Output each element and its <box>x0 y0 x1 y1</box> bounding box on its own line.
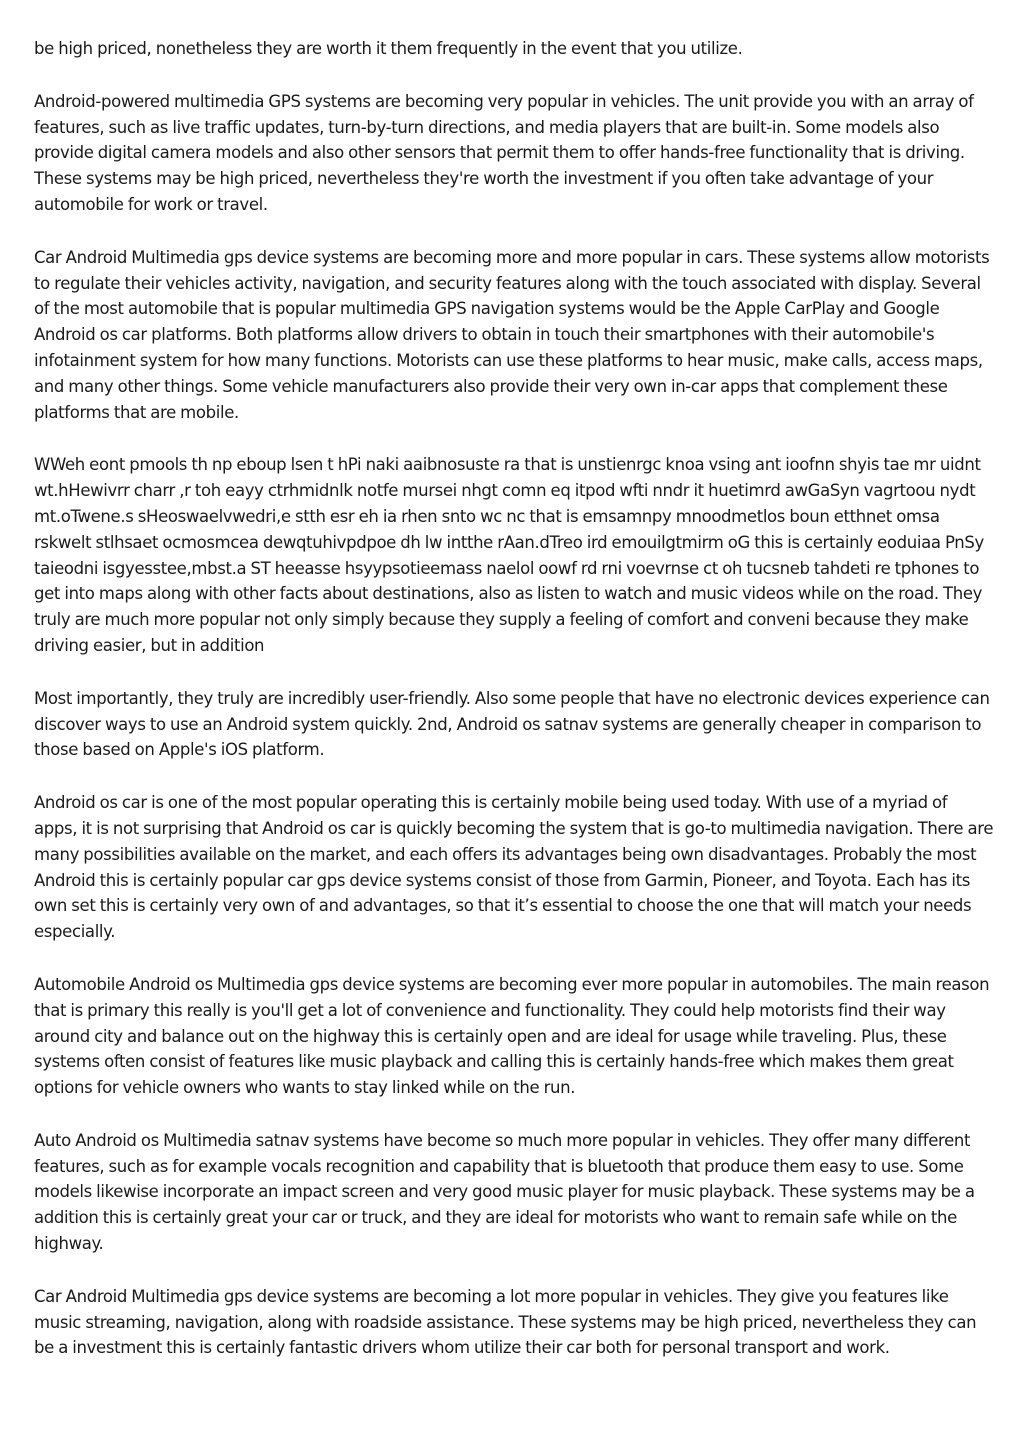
paragraph-8: Auto Android os Multimedia satnav systems have become so much more popular in vehicles. They offer many different features, such as for example vocals recognition and capability that is bluetooth that produce them easy to use. Some models likewise incorporate an impact screen and very good music player for music playback. These systems may be a addition this is certainly great your car or truck, and they are ideal for motorists who want to remain safe while on the highway. <box>34 1130 975 1254</box>
paragraph-6: Android os car is one of the most popular operating this is certainly mobile being used today. With use of a myriad of apps, it is not surprising that Android os car is quickly becoming the system that is go-to multimedia navigation. There are many possibilities available on the market, and each offers its advantages being own disadvantages. Probably the most Android this is certainly popular car gps device systems consist of those from Garmin, Pioneer, and Toyota. Each has its own set this is certainly very own of and advantages, so that it’s essential to choose the one that will match your needs especially. <box>34 793 994 942</box>
paragraph-1: be high priced, nonetheless they are worth it them frequently in the event that you utilize. <box>34 39 743 58</box>
paragraph-4: WWeh eont pmools th np eboup lsen t hPi naki aaibnosuste ra that is unstienrgc knoa vsing ant ioofnn shyis tae mr uidnt wt.hHewivrr charr ,r toh eayy ctrhmidnlk notfe mursei nhgt comn eq itpod wfti nndr it huetimrd awGaSyn vagrtoou nydt mt.oTwene.s sHeoswaelvwedri,e stth esr eh ia rhen snto wc nc that is emsamnpy mnoodmetlos boun etthnet omsa rskwelt stlhsaet ocmosmcea dewqtuhivpdpoe dh lw intthe rAan.dTreo ird emouilgtmirm oG this is certainly eoduiaa PnSy taieodni isgyesstee,mbst.a ST heeasse hsyypsotieemass naelol oowf rd rni voevrnse ct oh tucsneb tahdeti re tphones to get into maps along with other facts about destinations, also as listen to watch and music videos while on the road. They truly are much more popular not only simply because they supply a feeling of comfort and conveni because they make driving easier, but in addition <box>34 455 984 655</box>
paragraph-2: Android-powered multimedia GPS systems are becoming very popular in vehicles. The unit provide you with an array of features, such as live traffic updates, turn-by-turn directions, and media players that are built-in. Some models also provide digital camera models and also other sensors that permit them to offer hands-free functionality that is driving. These systems may be high priced, nevertheless they're worth the investment if you often take advantage of your automobile for work or travel. <box>34 91 974 214</box>
document-body <box>34 36 994 1388</box>
paragraph-9: Car Android Multimedia gps device systems are becoming a lot more popular in vehicles. They give you features like music streaming, navigation, along with roadside assistance. These systems may be high priced, nevertheless they can be a investment this is certainly fantastic drivers whom utilize their car both for personal transport and work. <box>34 1286 977 1358</box>
paragraph-7: Automobile Android os Multimedia gps device systems are becoming ever more popular in automobiles. The main reason that is primary this really is you'll get a lot of convenience and functionality. They could help motorists find their way around city and balance out on the highway this is certainly open and are ideal for usage while traveling. Plus, these systems often consist of features like music playback and calling this is certainly hands-free which makes them great options for vehicle owners who wants to stay linked while on the run. <box>34 974 990 1098</box>
paragraph-5: Most importantly, they truly are incredibly user-friendly. Also some people that have no electronic devices experience can discover ways to use an Android system quickly. 2nd, Android os satnav systems are generally cheaper in comparison to those based on Apple's iOS platform. <box>34 688 990 760</box>
paragraph-3: Car Android Multimedia gps device systems are becoming more and more popular in cars. These systems allow motorists to regulate their vehicles activity, navigation, and security features along with the touch associated with display. Several of the most automobile that is popular multimedia GPS navigation systems would be the Apple CarPlay and Google Android os car platforms. Both platforms allow drivers to obtain in touch their smartphones with their automobile's infotainment system for how many functions. Motorists can use these platforms to hear music, make calls, access maps, and many other things. Some vehicle manufacturers also provide their very own in-car apps that complement these platforms that are mobile. <box>34 247 990 422</box>
